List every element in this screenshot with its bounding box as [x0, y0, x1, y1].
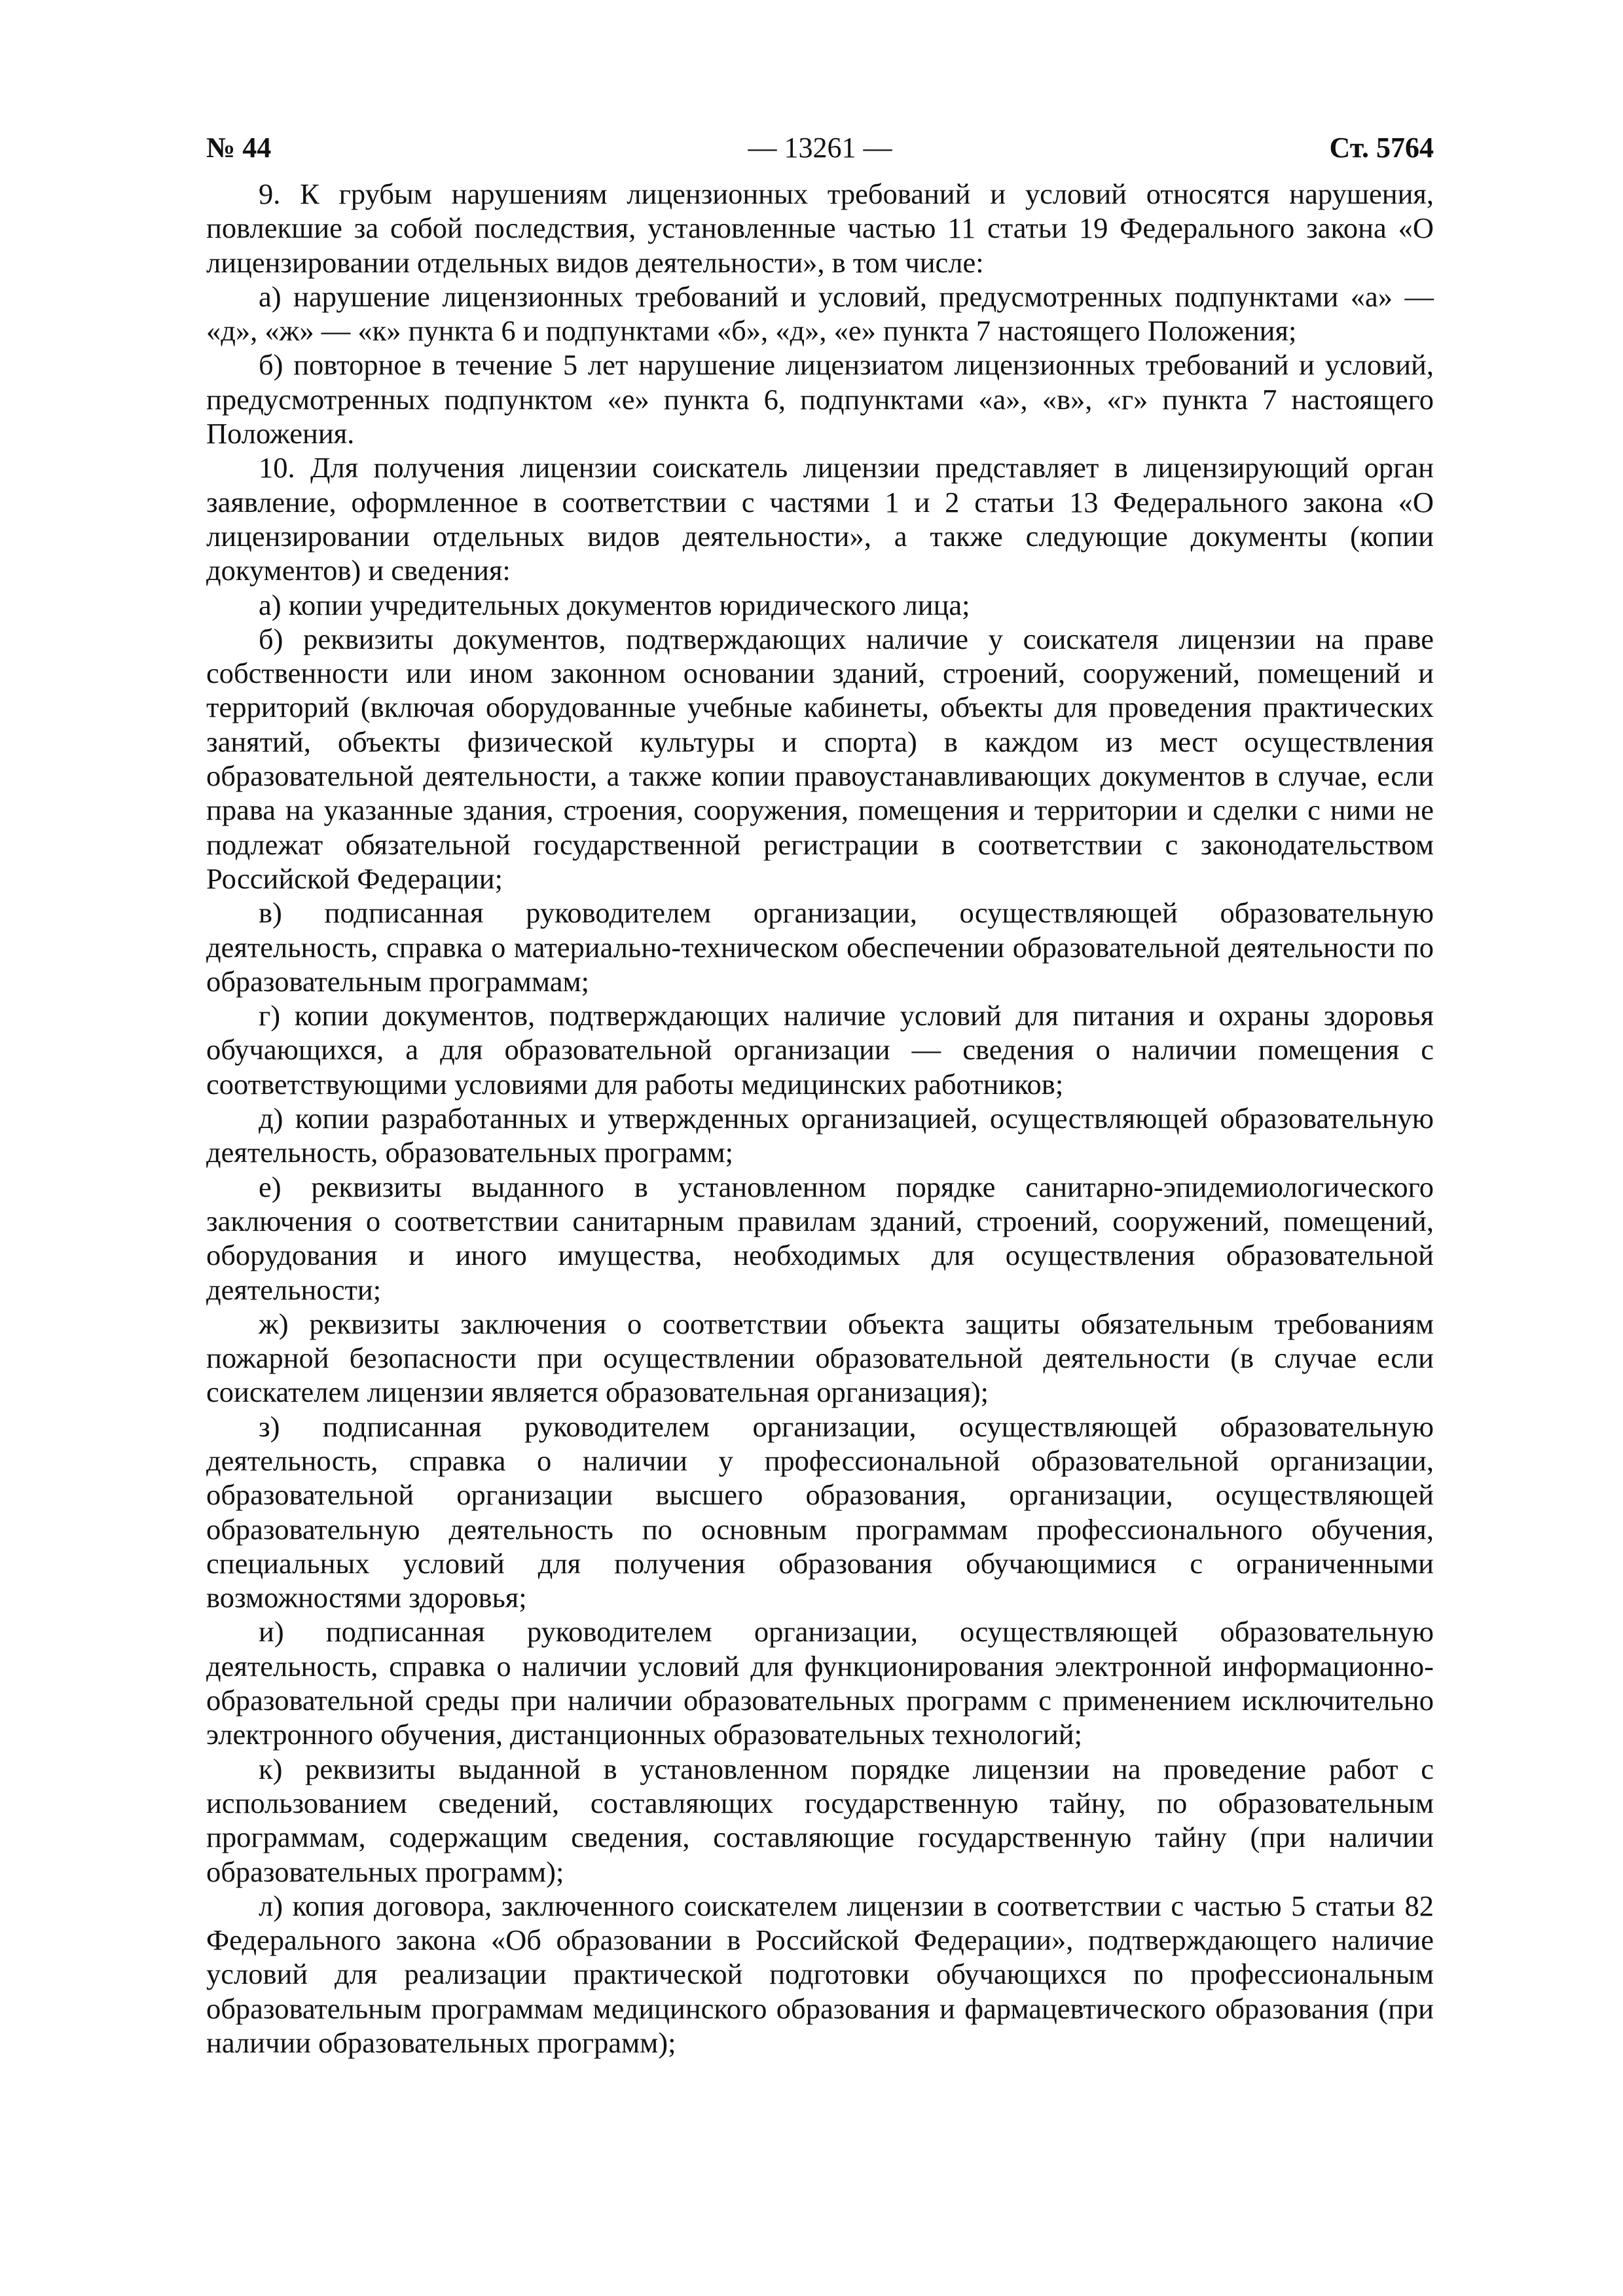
paragraph-10-zh: ж) реквизиты заключения о соответствии объекта защиты обязательным требованиям пожарной безопасности при осуществлении образовательной деятельности (в случае если соискателем лицензии является образовательная организация);: [206, 1307, 1434, 1409]
document-page: [206, 131, 1434, 2060]
paragraph-10-g: г) копии документов, подтверждающих наличие условий для питания и охраны здоровья обучающихся, а для образовательной организации — сведения о наличии помещения с соответствующими условиями для работы медицинских работников;: [206, 999, 1434, 1101]
paragraph-9: 9. К грубым нарушениям лицензионных требований и условий относятся нарушения, повлекшие за собой последствия, установленные частью 11 статьи 19 Федерального закона «О лицензировании отдельных видов деятельности», в том числе:: [206, 177, 1434, 279]
paragraph-10-d: д) копии разработанных и утвержденных организацией, осуществляющей образовательную деятельность, образовательных программ;: [206, 1102, 1434, 1169]
paragraph-10-v: в) подписанная руководителем организации, осуществляющей образовательную деятельность, справка о материально-техническом обеспечении образовательной деятельности по образовательным программам;: [206, 896, 1434, 998]
paragraph-10-k: к) реквизиты выданной в установленном порядке лицензии на проведение работ с использованием сведений, составляющих государственную тайну, по образовательным программам, содержащим сведения, составляющие государственную тайну (при наличии образовательных программ);: [206, 1752, 1434, 1888]
page-header: [206, 131, 1434, 177]
paragraph-10-z: з) подписанная руководителем организации, осуществляющей образовательную деятельность, справка о наличии у профессиональной образовательной организации, образовательной организации высшего образования, организации, осуществляющей образовательную деятельность по основным программам профессионального обучения, специальных условий для получения образования обучающимися с ограниченными возможностями здоровья;: [206, 1410, 1434, 1614]
paragraph-10-l: л) копия договора, заключенного соискателем лицензии в соответствии с частью 5 статьи 82 Федерального закона «Об образовании в Российской Федерации», подтверждающего наличие условий для реализации практической подготовки обучающихся по профессиональным образовательным программам медицинского образования и фармацевтического образования (при наличии образовательных программ);: [206, 1889, 1434, 2060]
issue-number: № 44: [206, 132, 272, 164]
document-body: [206, 177, 1434, 2060]
paragraph-10-e: е) реквизиты выданного в установленном порядке санитарно-эпидемиологического заключения о соответствии санитарным правилам зданий, строений, сооружений, помещений, оборудования и иного имущества, необходимых для осуществления образовательной деятельности;: [206, 1170, 1434, 1306]
page-number: — 13261 —: [748, 132, 892, 164]
paragraph-10-a: а) копии учредительных документов юридического лица;: [259, 588, 970, 621]
paragraph-9-b: б) повторное в течение 5 лет нарушение лицензиатом лицензионных требований и условий, предусмотренных подпунктом «е» пункта 6, подпунктами «а», «в», «г» пункта 7 настоящего Положения.: [206, 348, 1434, 450]
article-number: Ст. 5764: [1329, 132, 1434, 164]
paragraph-9-a: а) нарушение лицензионных требований и условий, предусмотренных подпунктами «а» — «д», «ж» — «к» пункта 6 и подпунктами «б», «д», «е» пункта 7 настоящего Положения;: [206, 280, 1434, 348]
paragraph-10-b: б) реквизиты документов, подтверждающих наличие у соискателя лицензии на праве собственности или ином законном основании зданий, строений, сооружений, помещений и территорий (включая оборудованные учебные кабинеты, объекты для проведения практических занятий, объекты физической культуры и спорта) в каждом из мест осуществления образовательной деятельности, а также копии правоустанавливающих документов в случае, если права на указанные здания, строения, сооружения, помещения и территории и сделки с ними не подлежат обязательной государственной регистрации в соответствии с законодательством Российской Федерации;: [206, 622, 1434, 895]
paragraph-10-i: и) подписанная руководителем организации, осуществляющей образовательную деятельность, справка о наличии условий для функционирования электронной информационно-образовательной среды при наличии образовательных программ с применением исключительно электронного обучения, дистанционных образовательных технологий;: [206, 1615, 1434, 1751]
paragraph-10: 10. Для получения лицензии соискатель лицензии представляет в лицензирующий орган заявление, оформленное в соответствии с частями 1 и 2 статьи 13 Федерального закона «О лицензировании отдельных видов деятельности», а также следующие документы (копии документов) и сведения:: [206, 451, 1434, 587]
